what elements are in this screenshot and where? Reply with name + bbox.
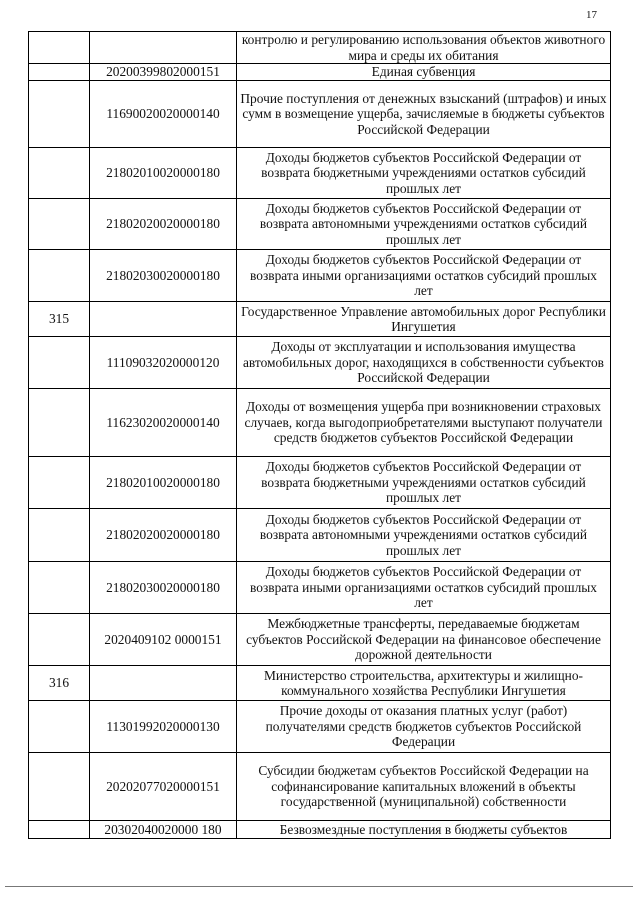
income-code-cell: 21802020020000180 — [90, 509, 237, 562]
table-row — [29, 666, 611, 701]
income-name-cell: Доходы от эксплуатации и использования имущества автомобильных дорог, находящихся в собственности субъектов Российской Федерации — [237, 337, 611, 389]
table-row — [29, 614, 611, 666]
table-row — [29, 199, 611, 250]
admin-code-cell — [29, 821, 90, 839]
admin-code-cell — [29, 148, 90, 199]
income-name-cell: Доходы бюджетов субъектов Российской Федерации от возврата иными организациями остатков субсидий прошлых лет — [237, 250, 611, 302]
income-name-cell: Доходы бюджетов субъектов Российской Федерации от возврата автономными учреждениями остатков субсидий прошлых лет — [237, 199, 611, 250]
income-name-cell: Межбюджетные трансферты, передаваемые бюджетам субъектов Российской Федерации на финансовое обеспечение дорожной деятельности — [237, 614, 611, 666]
income-name-cell: Субсидии бюджетам субъектов Российской Федерации на софинансирование капитальных вложений в объекты государственной (муниципальной) собственности — [237, 753, 611, 821]
income-name-cell: Доходы бюджетов субъектов Российской Федерации от возврата иными организациями остатков субсидий прошлых лет — [237, 562, 611, 614]
admin-code-cell: 316 — [29, 666, 90, 701]
income-name-cell: Доходы бюджетов субъектов Российской Федерации от возврата автономными учреждениями остатков субсидий прошлых лет — [237, 509, 611, 562]
admin-code-cell — [29, 64, 90, 81]
admin-code-cell — [29, 389, 90, 457]
income-code-cell: 11301992020000130 — [90, 701, 237, 753]
admin-code-cell — [29, 32, 90, 64]
table-row — [29, 389, 611, 457]
admin-code-cell — [29, 614, 90, 666]
income-code-cell — [90, 302, 237, 337]
table-row — [29, 337, 611, 389]
income-code-cell: 21802030020000180 — [90, 562, 237, 614]
income-name-cell: Доходы бюджетов субъектов Российской Федерации от возврата бюджетными учреждениями остатков субсидий прошлых лет — [237, 457, 611, 509]
income-code-cell: 21802010020000180 — [90, 148, 237, 199]
income-code-cell: 20202077020000151 — [90, 753, 237, 821]
income-code-cell: 21802010020000180 — [90, 457, 237, 509]
income-code-cell: 20302040020000 180 — [90, 821, 237, 839]
income-name-cell: Прочие доходы от оказания платных услуг (работ) получателями средств бюджетов субъектов Российской Федерации — [237, 701, 611, 753]
table-row — [29, 148, 611, 199]
income-code-cell: 11690020020000140 — [90, 81, 237, 148]
admin-code-cell — [29, 753, 90, 821]
table-row — [29, 64, 611, 81]
income-code-cell: 21802030020000180 — [90, 250, 237, 302]
admin-code-cell — [29, 81, 90, 148]
admin-code-cell — [29, 457, 90, 509]
admin-code-cell: 315 — [29, 302, 90, 337]
income-name-cell: контролю и регулированию использования объектов животного мира и среды их обитания — [237, 32, 611, 64]
income-name-cell: Государственное Управление автомобильных дорог Республики Ингушетия — [237, 302, 611, 337]
income-name-cell: Единая субвенция — [237, 64, 611, 81]
table-row — [29, 32, 611, 64]
income-name-cell: Министерство строительства, архитектуры и жилищно-коммунального хозяйства Республики Ингушетия — [237, 666, 611, 701]
income-name-cell: Безвозмездные поступления в бюджеты субъектов — [237, 821, 611, 839]
table-row — [29, 302, 611, 337]
income-code-cell: 20200399802000151 — [90, 64, 237, 81]
income-name-cell: Доходы от возмещения ущерба при возникновении страховых случаев, когда выгодоприобретателями выступают получатели средств бюджетов субъектов Российской Федерации — [237, 389, 611, 457]
footer-divider — [5, 886, 633, 887]
income-code-cell: 21802020020000180 — [90, 199, 237, 250]
table-row — [29, 509, 611, 562]
table-row — [29, 250, 611, 302]
admin-code-cell — [29, 250, 90, 302]
admin-code-cell — [29, 199, 90, 250]
income-code-cell — [90, 32, 237, 64]
table-row — [29, 753, 611, 821]
table-row — [29, 562, 611, 614]
admin-code-cell — [29, 509, 90, 562]
table-row — [29, 701, 611, 753]
revenue-classification-table — [28, 31, 611, 839]
admin-code-cell — [29, 701, 90, 753]
admin-code-cell — [29, 337, 90, 389]
table-row — [29, 457, 611, 509]
income-name-cell: Прочие поступления от денежных взысканий (штрафов) и иных сумм в возмещение ущерба, зачисляемые в бюджеты субъектов Российской Федерации — [237, 81, 611, 148]
page-number: 17 — [586, 9, 597, 21]
table-body — [29, 32, 611, 839]
table-row — [29, 821, 611, 839]
admin-code-cell — [29, 562, 90, 614]
table-row — [29, 81, 611, 148]
income-code-cell: 11109032020000120 — [90, 337, 237, 389]
income-code-cell: 2020409102 0000151 — [90, 614, 237, 666]
income-code-cell: 11623020020000140 — [90, 389, 237, 457]
income-code-cell — [90, 666, 237, 701]
income-name-cell: Доходы бюджетов субъектов Российской Федерации от возврата бюджетными учреждениями остатков субсидий прошлых лет — [237, 148, 611, 199]
